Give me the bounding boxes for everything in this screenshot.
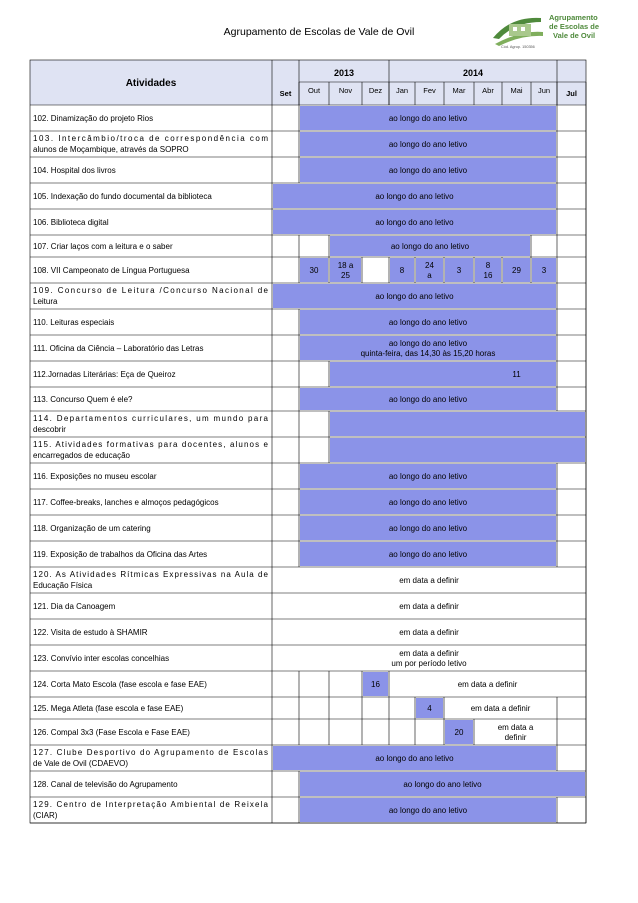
- schedule-note: em data a definir: [399, 628, 459, 637]
- bar-label: ao longo do ano letivo: [388, 395, 468, 404]
- page-title: Agrupamento de Escolas de Vale de Ovil: [223, 26, 415, 38]
- activity-label: 123. Convívio inter escolas concelhias: [33, 654, 170, 663]
- activity-bar: [330, 412, 585, 436]
- activity-label: 127. Clube Desportivo do Agrupamento de Escolas: [33, 748, 268, 757]
- activity-label: 113. Concurso Quem é ele?: [33, 395, 133, 404]
- month-header-jan: Jan: [395, 86, 409, 95]
- schedule-note: em data a definir: [470, 704, 531, 713]
- bar-label: ao longo do ano letivo: [388, 339, 468, 348]
- activity-label: 111. Oficina da Ciência – Laboratório das Letras: [33, 344, 204, 353]
- activity-label: 124. Corta Mato Escola (fase escola e fase EAE): [33, 680, 207, 689]
- bar-label: ao longo do ano letivo: [388, 806, 468, 815]
- bar-label: ao longo do ano letivo: [375, 292, 454, 301]
- activity-label: 120. As Atividades Rítmicas Expressivas na Aula de: [33, 570, 268, 579]
- date-label: 20: [454, 728, 464, 737]
- activity-label: 126. Compal 3x3 (Fase Escola e Fase EAE): [33, 728, 190, 737]
- activity-label: 108. VII Campeonato de Língua Portuguesa: [33, 266, 190, 275]
- bar-label: ao longo do ano letivo: [388, 524, 468, 533]
- month-header-out: Out: [307, 86, 321, 95]
- activity-label: alunos de Moçambique, através da SOPRO: [33, 145, 189, 154]
- activity-label: descobrir: [33, 425, 66, 434]
- year-header: 2013: [333, 68, 355, 78]
- month-header-fev: Fev: [423, 86, 436, 95]
- bar-label: ao longo do ano letivo: [388, 472, 468, 481]
- activity-label: 103. Intercâmbio/troca de correspondência com: [33, 134, 268, 143]
- month-header-abr: Abr: [482, 86, 494, 95]
- bar-label: quinta-feira, das 14,30 às 15,20 horas: [360, 349, 496, 358]
- bar-label: ao longo do ano letivo: [375, 218, 454, 227]
- month-header-set: Set: [279, 89, 292, 98]
- activity-label: 129. Centro de Interpretação Ambiental de Reixela: [33, 800, 268, 809]
- date-label: 3: [456, 266, 462, 275]
- activity-label: 105. Indexação do fundo documental da biblioteca: [33, 192, 212, 201]
- schedule-note: em data a definir: [399, 602, 459, 611]
- month-header-nov: Nov: [338, 86, 353, 95]
- bar-label: ao longo do ano letivo: [375, 754, 454, 763]
- schedule-note: definir: [504, 733, 527, 742]
- activity-label: 117. Coffee-breaks, lanches e almoços pedagógicos: [33, 498, 219, 507]
- month-header-jul: Jul: [566, 89, 577, 98]
- activity-label: 107. Criar laços com a leitura e o saber: [33, 242, 173, 251]
- activity-label: de Vale de Ovil (CDAEVO): [33, 759, 128, 768]
- month-header-mar: Mar: [452, 86, 466, 95]
- activity-label: 115. Atividades formativas para docentes, alunos e: [33, 440, 268, 449]
- bar-label: ao longo do ano letivo: [403, 780, 482, 789]
- activity-label: 121. Dia da Canoagem: [33, 602, 116, 611]
- schedule-note: em data a definir: [399, 576, 459, 585]
- date-label: 16: [371, 680, 380, 689]
- activity-bar: [330, 438, 585, 462]
- bar-label: 18 a: [337, 261, 354, 270]
- activity-label: 106. Biblioteca digital: [33, 218, 109, 227]
- logo-code: Cód. Agrup. 150356: [501, 45, 535, 49]
- date-label: 11: [512, 370, 521, 379]
- activity-label: Leitura: [33, 297, 58, 306]
- bar-label: ao longo do ano letivo: [388, 140, 468, 149]
- date-label: 29: [512, 266, 521, 275]
- activity-label: 118. Organização de um catering: [33, 524, 151, 533]
- column-header-atividades: Atividades: [125, 78, 177, 89]
- month-header-dez: Dez: [368, 86, 383, 95]
- activity-label: 114. Departamentos curriculares, um mundo para: [33, 414, 269, 423]
- bar-label: ao longo do ano letivo: [388, 166, 468, 175]
- bar-label: ao longo do ano letivo: [375, 192, 454, 201]
- bar-label: 8: [485, 261, 491, 270]
- activity-label: 112.Jornadas Literárias: Eça de Queiroz: [33, 370, 176, 379]
- bar-label: a: [427, 271, 432, 280]
- bar-label: 16: [483, 271, 493, 280]
- month-header-mai: Mai: [510, 86, 523, 95]
- activity-label: 102. Dinamização do projeto Rios: [33, 114, 154, 123]
- activity-label: Educação Física: [33, 581, 93, 590]
- date-label: 30: [309, 266, 319, 275]
- date-label: 3: [541, 266, 547, 275]
- bar-label: ao longo do ano letivo: [388, 318, 468, 327]
- date-label: 4: [427, 704, 432, 713]
- activity-label: 109. Concurso de Leitura /Concurso Nacional de: [33, 286, 268, 295]
- logo-text-line: Agrupamento: [549, 13, 598, 22]
- date-label: 8: [399, 266, 405, 275]
- activity-label: 116. Exposições no museu escolar: [33, 472, 157, 481]
- bar-label: ao longo do ano letivo: [388, 114, 468, 123]
- activity-label: 104. Hospital dos livros: [33, 166, 116, 175]
- schedule-note: um por período letivo: [391, 659, 467, 668]
- bar-label: ao longo do ano letivo: [388, 550, 468, 559]
- logo-text-line: Vale de Ovil: [553, 31, 596, 40]
- activity-label: encarregados de educação: [33, 451, 130, 460]
- activity-label: 125. Mega Atleta (fase escola e fase EAE): [33, 704, 184, 713]
- activity-bar: [330, 362, 556, 386]
- activity-label: 110. Leituras especiais: [33, 318, 115, 327]
- schedule-note: em data a definir: [457, 680, 518, 689]
- activity-label: 119. Exposição de trabalhos da Oficina das Artes: [33, 550, 208, 559]
- header-background: [30, 60, 586, 105]
- schedule-note: em data a definir: [399, 649, 459, 658]
- bar-label: 25: [341, 271, 350, 280]
- month-header-jun: Jun: [537, 86, 551, 95]
- year-header: 2014: [462, 68, 484, 78]
- activity-label: (CIAR): [33, 811, 58, 820]
- bar-label: 24: [425, 261, 434, 270]
- schedule-note: em data a: [497, 723, 534, 732]
- logo-text-line: de Escolas de: [549, 22, 600, 31]
- bar-label: ao longo do ano letivo: [388, 498, 468, 507]
- bar-label: ao longo do ano letivo: [390, 242, 470, 251]
- activity-label: 128. Canal de televisão do Agrupamento: [33, 780, 178, 789]
- activity-label: 122. Visita de estudo à SHAMIR: [33, 628, 148, 637]
